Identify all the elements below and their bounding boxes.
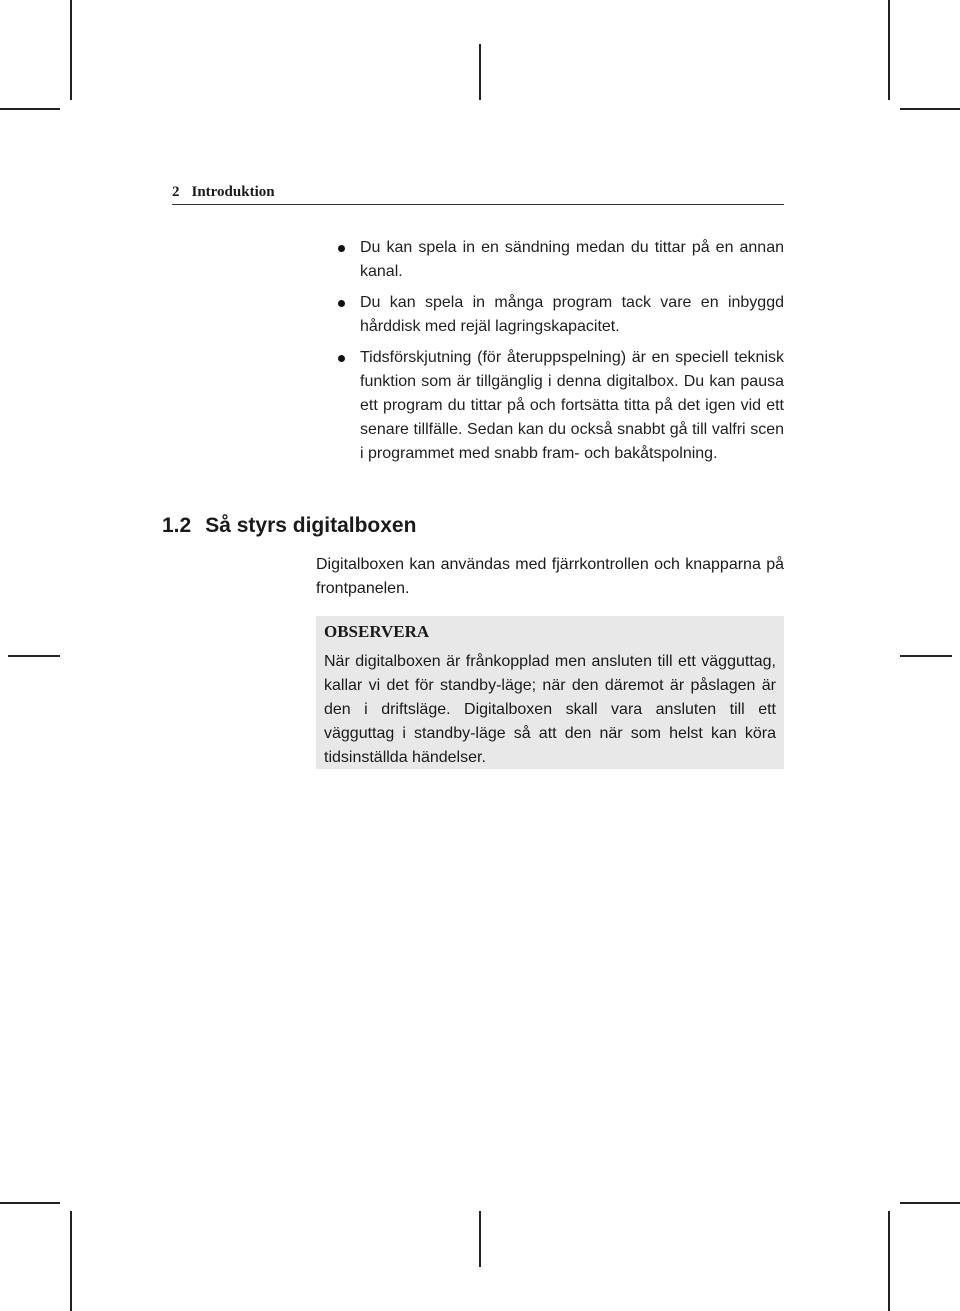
bullet-icon bbox=[338, 300, 345, 307]
list-item bbox=[360, 346, 784, 466]
crop-mark-top-center bbox=[479, 44, 481, 100]
crop-mark-top-right-h bbox=[900, 108, 960, 110]
section-paragraph: Digitalboxen kan användas med fjärrkontrollen och knapparna på frontpanelen. bbox=[316, 556, 784, 597]
section-number: 1.2 bbox=[162, 514, 192, 537]
bullet-icon bbox=[338, 355, 345, 362]
running-header bbox=[172, 184, 784, 201]
crop-mark-bottom-center bbox=[479, 1211, 481, 1267]
note-title: OBSERVERA bbox=[324, 622, 430, 641]
crop-mark-bottom-right bbox=[888, 1211, 890, 1311]
feature-bullet-list bbox=[360, 236, 784, 473]
crop-mark-bottom-left bbox=[70, 1211, 72, 1311]
page-number: 2 bbox=[172, 184, 180, 200]
section-heading bbox=[162, 514, 416, 538]
crop-mark-bottom-right-h bbox=[900, 1202, 960, 1204]
bullet-text: Du kan spela in många program tack vare en inbyggd hårddisk med rejäl lagringskapacitet. bbox=[360, 294, 784, 335]
list-item bbox=[360, 291, 784, 339]
bullet-text: Du kan spela in en sändning medan du tittar på en annan kanal. bbox=[360, 239, 784, 280]
crop-mark-mid-left bbox=[8, 655, 60, 657]
crop-mark-mid-right bbox=[900, 655, 952, 657]
chapter-title: Introduktion bbox=[191, 184, 275, 200]
crop-mark-top-left bbox=[70, 0, 72, 100]
list-item bbox=[360, 236, 784, 284]
crop-mark-top-right bbox=[888, 0, 890, 100]
section-title: Så styrs digitalboxen bbox=[205, 514, 417, 537]
crop-mark-bottom-left-h bbox=[0, 1202, 60, 1204]
bullet-icon bbox=[338, 245, 345, 252]
header-rule bbox=[172, 204, 784, 205]
note-body: När digitalboxen är frånkopplad men ansluten till ett vägguttag, kallar vi det för standby-läge; när den däremot är påslagen är den i driftsläge. Digitalboxen skall vara ansluten till ett vägguttag i standby-läge så att den när som helst kan köra tidsinställda händelser. bbox=[324, 653, 776, 766]
crop-mark-top-left-h bbox=[0, 108, 60, 110]
bullet-text: Tidsförskjutning (för återuppspelning) är en speciell teknisk funktion som är tillgänglig i denna digitalbox. Du kan pausa ett program du tittar på och fortsätta titta på det igen vid ett senare tillfälle. Sedan kan du också snabbt gå till valfri scen i programmet med snabb fram- och bakåtspolning. bbox=[360, 349, 784, 462]
note-box bbox=[316, 616, 784, 769]
